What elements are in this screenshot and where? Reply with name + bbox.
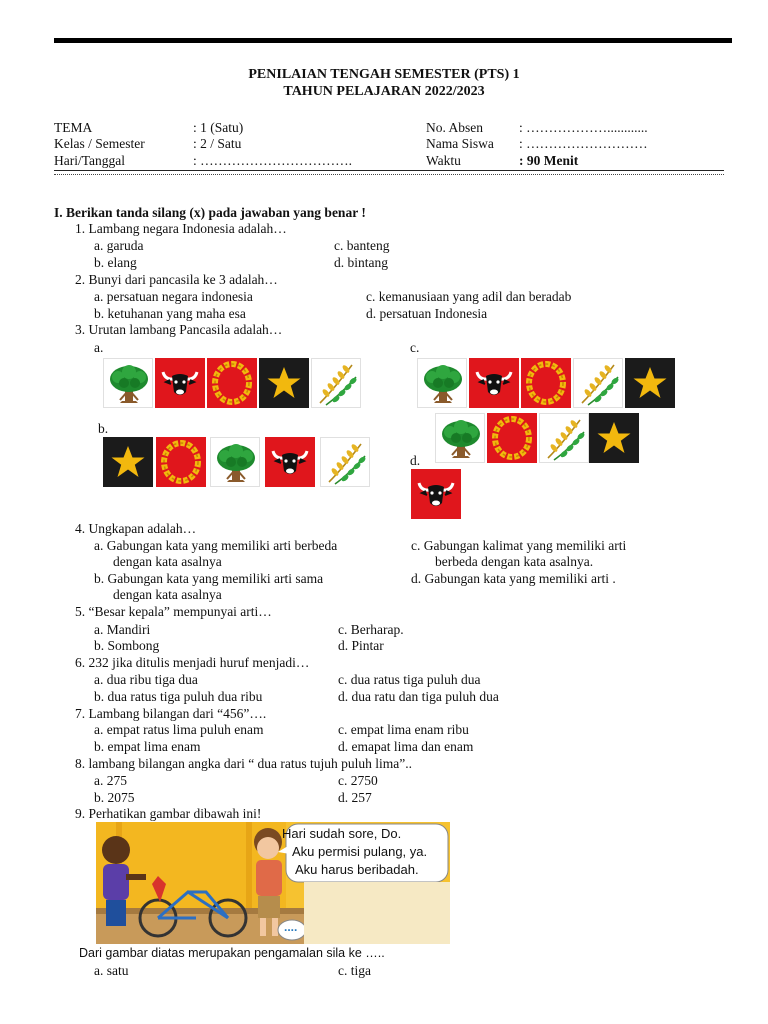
q1-option-a[interactable]: a. garuda bbox=[94, 238, 144, 253]
q5-option-c[interactable]: c. Berharap. bbox=[338, 622, 404, 637]
question-3: 3. Urutan lambang Pancasila adalah… bbox=[75, 322, 283, 337]
speech-line-2: Aku permisi pulang, ya. bbox=[292, 844, 428, 859]
tema-label: TEMA bbox=[54, 120, 93, 135]
section-instruction: I. Berikan tanda silang (x) pada jawaban yang benar ! bbox=[54, 205, 366, 220]
q2-option-b[interactable]: b. ketuhanan yang maha esa bbox=[94, 306, 246, 321]
comic-illustration bbox=[96, 822, 450, 944]
q4-option-b[interactable]: b. Gabungan kata yang memiliki arti sama bbox=[94, 571, 324, 586]
divider bbox=[54, 170, 724, 171]
tema-value: : 1 (Satu) bbox=[193, 120, 244, 135]
star-icon bbox=[103, 437, 153, 487]
q9-option-c[interactable]: c. tiga bbox=[338, 963, 371, 978]
divider bbox=[54, 174, 724, 175]
q6-option-c[interactable]: c. dua ratus tiga puluh dua bbox=[338, 672, 481, 687]
question-9: 9. Perhatikan gambar dibawah ini! bbox=[75, 806, 262, 821]
ellipsis-bubble: .... bbox=[284, 920, 298, 934]
top-bar bbox=[54, 38, 732, 43]
question-5: 5. “Besar kepala” mempunyai arti… bbox=[75, 604, 272, 619]
q7-option-a[interactable]: a. empat ratus lima puluh enam bbox=[94, 722, 264, 737]
absen-label: No. Absen bbox=[426, 120, 483, 135]
q4-option-b-cont: dengan kata asalnya bbox=[113, 587, 222, 602]
star-icon bbox=[589, 413, 639, 463]
speech-line-1: Hari sudah sore, Do. bbox=[282, 826, 402, 841]
chain-icon bbox=[207, 358, 257, 408]
question-6: 6. 232 jika ditulis menjadi huruf menjadi… bbox=[75, 655, 310, 670]
q4-option-d[interactable]: d. Gabungan kata yang memiliki arti . bbox=[411, 571, 616, 586]
question-8: 8. lambang bilangan angka dari “ dua ratus tujuh puluh lima”.. bbox=[75, 756, 413, 771]
bull-head-icon bbox=[411, 469, 461, 519]
bull-head-icon bbox=[469, 358, 519, 408]
bull-head-icon bbox=[265, 437, 315, 487]
q5-option-a[interactable]: a. Mandiri bbox=[94, 622, 151, 637]
question-1: 1. Lambang negara Indonesia adalah… bbox=[75, 221, 287, 236]
chain-icon bbox=[156, 437, 206, 487]
question-2: 2. Bunyi dari pancasila ke 3 adalah… bbox=[75, 272, 278, 287]
q7-option-b[interactable]: b. empat lima enam bbox=[94, 739, 201, 754]
q8-option-a[interactable]: a. 275 bbox=[94, 773, 127, 788]
q8-option-b[interactable]: b. 2075 bbox=[94, 790, 135, 805]
q1-option-c[interactable]: c. banteng bbox=[334, 238, 390, 253]
q2-option-a[interactable]: a. persatuan negara indonesia bbox=[94, 289, 253, 304]
banyan-tree-icon bbox=[210, 437, 260, 487]
question-4: 4. Ungkapan adalah… bbox=[75, 521, 197, 536]
nama-label: Nama Siswa bbox=[426, 136, 494, 151]
banyan-tree-icon bbox=[435, 413, 485, 463]
hari-label: Hari/Tanggal bbox=[54, 153, 126, 168]
waktu-value: : 90 Menit bbox=[519, 153, 579, 168]
q6-option-b[interactable]: b. dua ratus tiga puluh dua ribu bbox=[94, 689, 263, 704]
chain-icon bbox=[487, 413, 537, 463]
absen-value: : ………………............ bbox=[519, 120, 648, 135]
q3-option-c[interactable]: c. bbox=[410, 340, 420, 355]
banyan-tree-icon bbox=[417, 358, 467, 408]
bull-head-icon bbox=[155, 358, 205, 408]
q4-option-c[interactable]: c. Gabungan kalimat yang memiliki arti bbox=[411, 538, 627, 553]
q6-option-d[interactable]: d. dua ratu dan tiga puluh dua bbox=[338, 689, 499, 704]
rice-cotton-icon bbox=[573, 358, 623, 408]
q4-option-c-cont: berbeda dengan kata asalnya. bbox=[435, 554, 594, 569]
q3-option-b[interactable]: b. bbox=[98, 421, 109, 436]
school-year: TAHUN PELAJARAN 2022/2023 bbox=[283, 84, 485, 99]
speech-line-3: Aku harus beribadah. bbox=[295, 862, 419, 877]
nama-value: : ……………………… bbox=[519, 136, 648, 151]
q8-option-c[interactable]: c. 2750 bbox=[338, 773, 378, 788]
q3-option-d[interactable]: d. bbox=[410, 453, 421, 468]
kelas-value: : 2 / Satu bbox=[193, 136, 242, 151]
q9-caption: Dari gambar diatas merupakan pengamalan sila ke ….. bbox=[79, 946, 385, 960]
kelas-label: Kelas / Semester bbox=[54, 136, 145, 151]
q4-option-a-cont: dengan kata asalnya bbox=[113, 554, 222, 569]
hari-value: : ……………………………. bbox=[193, 153, 353, 168]
rice-cotton-icon bbox=[320, 437, 370, 487]
banyan-tree-icon bbox=[103, 358, 153, 408]
rice-cotton-icon bbox=[539, 413, 589, 463]
star-icon bbox=[625, 358, 675, 408]
q5-option-d[interactable]: d. Pintar bbox=[338, 638, 384, 653]
rice-cotton-icon bbox=[311, 358, 361, 408]
exam-title: PENILAIAN TENGAH SEMESTER (PTS) 1 bbox=[248, 67, 520, 82]
q2-option-c[interactable]: c. kemanusiaan yang adil dan beradab bbox=[366, 289, 572, 304]
question-7: 7. Lambang bilangan dari “456”…. bbox=[75, 706, 267, 721]
q1-option-d[interactable]: d. bintang bbox=[334, 255, 388, 270]
q4-option-a[interactable]: a. Gabungan kata yang memiliki arti berbeda bbox=[94, 538, 338, 553]
q1-option-b[interactable]: b. elang bbox=[94, 255, 137, 270]
q8-option-d[interactable]: d. 257 bbox=[338, 790, 372, 805]
q3-option-a[interactable]: a. bbox=[94, 340, 104, 355]
q6-option-a[interactable]: a. dua ribu tiga dua bbox=[94, 672, 198, 687]
q7-option-d[interactable]: d. emapat lima dan enam bbox=[338, 739, 474, 754]
waktu-label: Waktu bbox=[426, 153, 461, 168]
q9-option-a[interactable]: a. satu bbox=[94, 963, 129, 978]
chain-icon bbox=[521, 358, 571, 408]
q5-option-b[interactable]: b. Sombong bbox=[94, 638, 160, 653]
q7-option-c[interactable]: c. empat lima enam ribu bbox=[338, 722, 469, 737]
star-icon bbox=[259, 358, 309, 408]
q2-option-d[interactable]: d. persatuan Indonesia bbox=[366, 306, 488, 321]
